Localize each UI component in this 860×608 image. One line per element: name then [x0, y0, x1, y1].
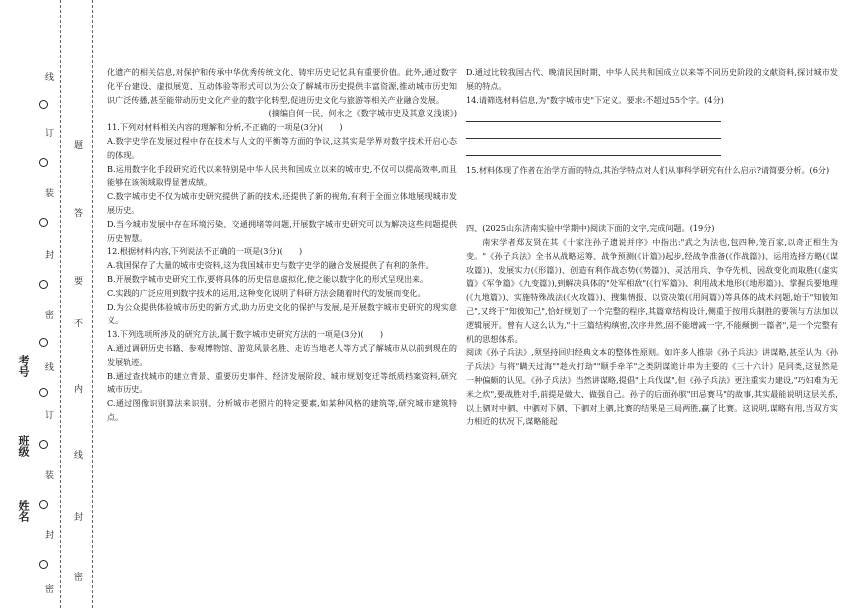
q11-option-a: A.数字史学在发展过程中存在技术与人文的平衡等方面的争议,这其实是学界对数字技术开启心态的体现。: [107, 135, 457, 160]
q13-option-a: A.通过调研历史书籍、参观博物馆、游览风景名胜、走访当地老人等方式了解城市从以前到现在的发展轨迹。: [107, 342, 457, 367]
q11-option-c: C.数字城市史不仅为城市史研究提供了新的技术,还提供了新的视角,有利于全面立体地展现城市发展历史。: [107, 191, 457, 215]
fold-line-inner: [92, 0, 93, 608]
answer-line[interactable]: [466, 141, 721, 156]
binding-hole-circle: [39, 218, 48, 227]
binding-hole-circle: [39, 100, 48, 109]
q11-option-b: B.运用数字化手段研究近代以来特别是中华人民共和国成立以来的城市史,不仅可以提高效率,而且能够在该领域取得显著成绩。: [107, 163, 457, 188]
fold-mark: 线: [43, 72, 53, 81]
warning-char: 要: [72, 276, 82, 285]
warning-char: 内: [72, 384, 82, 393]
q12-option-a: A.我国保存了大量的城市史资料,这为我国城市史与数字史学的融合发展提供了有利的条件。: [107, 260, 434, 271]
warning-char: 封: [72, 512, 82, 521]
fold-mark: 密: [43, 584, 53, 593]
id-label: 考号: [17, 355, 30, 377]
question-12-stem: 12.根据材料内容,下列说法不正确的一项是(3分)( ): [107, 246, 303, 257]
fold-mark: 封: [43, 250, 53, 259]
passage-paragraph: 阅读《孙子兵法》,须坚持回归经典文本的整体性原则。如许多人推崇《孙子兵法》讲谋略,甚至认为《孙子兵法》与将"瞒天过海""趁火打劫""顺手牵羊"之类阴谋诡计串为主要的《三十六计》是同类,这显然是一种偏颇的认见。《孙子兵法》当然讲谋略,提倡"上兵伐谋",但《孙子兵法》更注重实力建设,"巧妇难为无米之炊",要战胜对手,前提是做大、做强自己。孙子的后面孙膑"田忌赛马"的故事,其实最能说明这层关系,以上驷对中驷、中驷对下驷、下驷对上驷,比赛的结果是三局两胜,赢了比赛。这说明,谋略有用,当双方实力相近的状况下,谋略能起: [466, 347, 838, 427]
answer-line[interactable]: [466, 107, 721, 122]
fold-mark: 线: [43, 362, 53, 371]
warning-char: 不: [72, 318, 82, 327]
right-column: [466, 66, 838, 429]
q12-option-c: C.实践的广泛应用到数字技术的运用,这种变化说明了科研方法会随着时代的发展而变化。: [107, 287, 426, 298]
fold-mark: 订: [43, 128, 53, 137]
source-citation: (摘编自何一民、何永之《数字城市史及其意义浅谈》): [268, 108, 457, 119]
binding-hole-circle: [39, 338, 48, 347]
binding-hole-circle: [39, 500, 48, 509]
fold-mark: 订: [43, 410, 53, 419]
warning-char: 密: [72, 572, 82, 581]
q12-option-b: B.开展数字城市史研究工作,要将具体的历史信息虚拟化,使之能以数字化的形式呈现出来。: [107, 273, 429, 284]
binding-margin: [0, 0, 100, 608]
question-13-stem: 13.下列选项所涉及的研究方法,属于数字城市史研究方法的一项是(3分)( ): [107, 329, 384, 340]
warning-char: 线: [72, 450, 82, 459]
q11-option-d: D.当今城市发展中存在环境污染、交通拥堵等问题,开展数字城市史研究可以为解决这些问题提供历史智慧。: [107, 218, 457, 243]
question-15-stem: 15.材料体现了作者在治学方面的特点,其治学特点对人们从事科学研究有什么启示?请简要分析。(6分): [466, 165, 830, 176]
question-14-stem: 14.请筛选材料信息,为"数字城市史"下定义。要求:不超过55个字。(4分): [466, 94, 724, 105]
warning-char: 答: [72, 208, 82, 217]
left-column: [107, 66, 457, 425]
fold-mark: 密: [43, 310, 53, 319]
class-label: 班级: [17, 435, 30, 457]
fold-line-outer: [60, 0, 61, 608]
fold-mark: 装: [43, 188, 53, 197]
q13-option-d: D.通过比较我国古代、晚清民国时期、中华人民共和国成立以来等不同历史阶段的文献资料,探讨城市发展的特点。: [466, 67, 838, 91]
name-label: 姓名: [17, 500, 30, 522]
passage-paragraph: 化遗产的相关信息,对保护和传承中华优秀传统文化、铸牢历史记忆具有重要价值。此外,通过数字化平台建设、虚拟展览、互动体验等形式可以为公众了解城市历史提供丰富资源,推动城市历史知识广泛传播,甚至能带动历史文化产业的数字化转型,促进历史文化与旅游等相关产业融合发展。: [107, 67, 457, 105]
binding-hole-circle: [39, 560, 48, 569]
fold-mark: 装: [43, 470, 53, 479]
section-4-heading: 四、(2025山东济南实验中学期中)阅读下面的文字,完成问题。(19分): [466, 223, 715, 234]
answer-line[interactable]: [466, 124, 721, 139]
binding-hole-circle: [39, 388, 48, 397]
q12-option-d: D.为公众提供体验城市历史的新方式,助力历史文化的保护与发展,是开展数字城市史研究的现实意义。: [107, 301, 457, 326]
q13-option-c: C.通过图像识别算法来识别、分析城市老照片的特定要素,如某种风格的建筑等,研究城市建筑特点。: [107, 398, 457, 422]
question-11-stem: 11.下列对材料相关内容的理解和分析,不正确的一项是(3分)( ): [107, 122, 343, 133]
binding-hole-circle: [39, 280, 48, 289]
binding-hole-circle: [39, 440, 48, 449]
passage-paragraph: 南宋学者郑友贤在其《十家注孙子遗说并序》中指出:"武之为法也,包四种,笼百家,以奇正相生为变。"《孙子兵法》全书从战略运筹、战争预测(《计篇》)起步,经战争准备(《作战篇》)、运用选择方略(《谋攻篇》)、发展实力(《形篇》)、创造有利作战态势(《势篇》)、灵活用兵、争夺先机、因敌变化而取胜(《虚实篇》《军争篇》《九变篇》),到解决具体的"处军相敌"(《行军篇》)、利用战术地形(《地形篇》)、掌握兵要地理(《九地篇》)、实施特殊战法(《火攻篇》)、搜集情报、以资决策(《用间篇》)等具体的战术问题,始于"知彼知己",又终于"知彼知己",恰好规划了一个完整的程序,其篇章结构设计,侧重于按用兵制胜的要领与方法加以逻辑展开。曾有人这么认为,"十三篇结构缜密,次序井然,固不能增减一字,不能颠倒一篇者",是一个完整有机的思想体系。: [466, 236, 838, 344]
fold-mark: 封: [43, 530, 53, 539]
binding-hole-circle: [39, 158, 48, 167]
warning-char: 题: [72, 140, 82, 149]
q13-option-b: B.通过查找城市的建立背景、重要历史事件、经济发展阶段、城市规划变迁等纸质档案资料,研究城市历史。: [107, 370, 457, 395]
